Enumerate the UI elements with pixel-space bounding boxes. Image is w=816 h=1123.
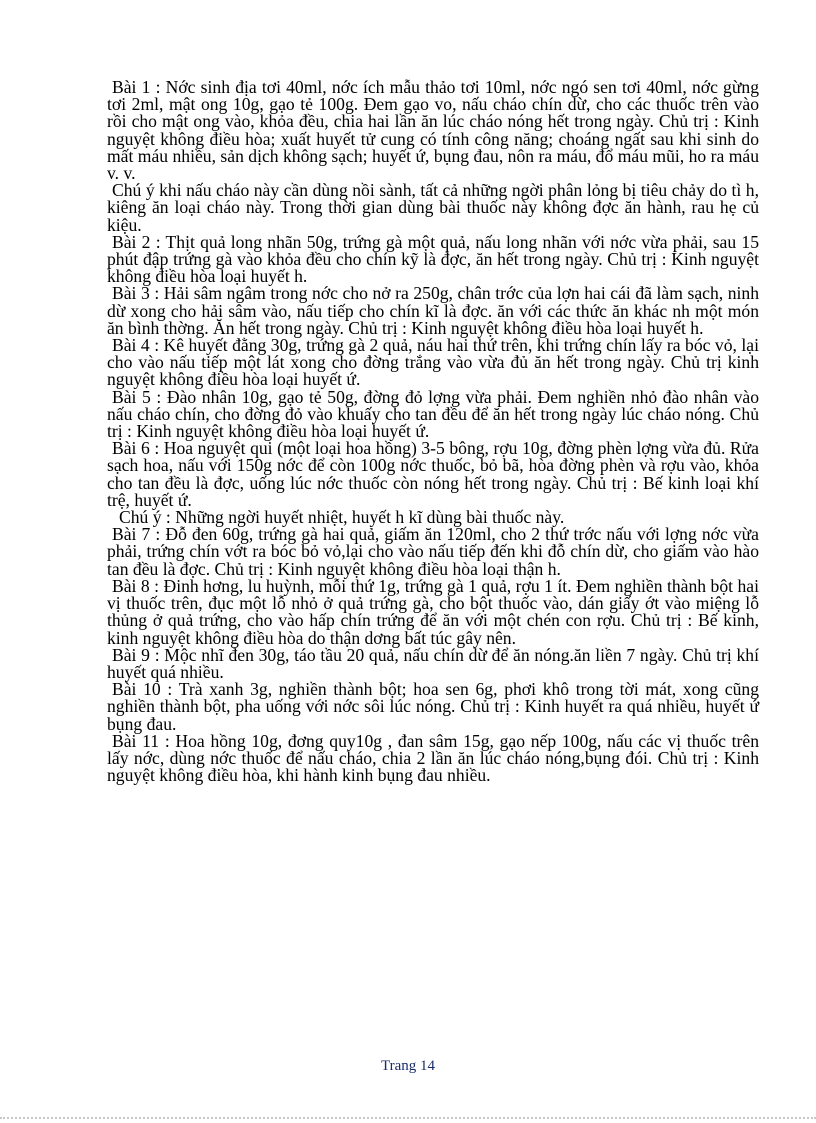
page-number: Trang 14: [380, 1058, 436, 1074]
paragraph-bai-7: Bài 7 : Đỗ đen 60g, trứng gà hai quả, giấm ăn 120ml, cho 2 thứ trớc nấu với lợng nớc vừa phải, trứng chín vớt ra bóc bỏ vỏ,lại cho vào nấu tiếp đến khi đỗ chín dừ, cho giấm vào hào tan đều là đợc. Chủ trị : Kinh nguyệt không điều hòa loại thận h.: [107, 524, 759, 579]
page-bottom-divider: [0, 1117, 816, 1119]
page-footer: [0, 1058, 816, 1075]
paragraph-bai-6: Bài 6 : Hoa nguyệt qui (một loại hoa hồng) 3-5 bông, rợu 10g, đờng phèn lợng vừa đủ. Rửa sạch hoa, nấu với 150g nớc để còn 100g nớc thuốc, bỏ bã, hòa đờng phèn và rợu vào, khỏa cho tan đều là đợc, uống lúc nớc thuốc còn nóng hết trong ngày. Chủ trị : Bế kinh loại khí trệ, huyết ứ.: [107, 438, 759, 510]
paragraph-bai-2: Bài 2 : Thịt quả long nhãn 50g, trứng gà một quả, nấu long nhãn với nớc vừa phải, sau 15 phút đập trứng gà vào khỏa đều cho chín kỹ là đợc, ăn hết trong ngày. Chủ trị : Kinh nguyệt không điều hòa loại huyết h.: [107, 231, 759, 287]
paragraph-bai-11: Bài 11 : Hoa hồng 10g, đơng quy10g , đan sâm 15g, gạo nếp 100g, nấu các vị thuốc trên lấy nớc, dùng nớc thuốc để nấu cháo, chia 2 lần ăn lúc cháo nóng,bụng đói. Chủ trị : Kinh nguyệt không điều hòa, khi hành kinh bụng đau nhiều.: [107, 730, 759, 786]
document-body: [107, 79, 759, 784]
paragraph-bai-4: Bài 4 : Kê huyết đằng 30g, trứng gà 2 quả, náu hai thứ trên, khi trứng chín lấy ra bóc vỏ, lại cho vào nấu tiếp một lát xong cho đờng trắng vào vừa đủ ăn hết trong ngày. Chủ trị kinh nguyệt không điều hòa loại huyết ứ.: [107, 335, 759, 390]
paragraph-bai-8: Bài 8 : Đinh hơng, lu huỳnh, mỗi thứ 1g, trứng gà 1 quả, rợu 1 ít. Đem nghiền thành bột hai vị thuốc trên, đục một lỗ nhỏ ở quả trứng gà, cho bột thuốc vào, dán giấy ớt vào miệng lỗ thủng ở quả trứng, cho vào hấp chín trứng để ăn với một chén con rợu. Chủ trị : Bế kinh, kinh nguyệt không điều hòa do thận dơng bất túc gây nên.: [107, 575, 759, 648]
paragraph-bai-1: Bài 1 : Nớc sinh địa tơi 40ml, nớc ích mẫu thảo tơi 10ml, nớc ngó sen tơi 40ml, nớc gừng tơi 2ml, mật ong 10g, gạo tẻ 100g. Đem gạo vo, nấu cháo chín dừ, cho các thuốc trên vào rồi cho mật ong vào, khỏa đều, chia hai lần ăn lúc cháo nóng hết trong ngày. Chủ trị : Kinh nguyệt không điều hòa; xuất huyết tử cung có tính công năng; choáng ngất sau khi sinh do mất máu nhiều, sản dịch không sạch; huyết ứ, bụng đau, nôn ra máu, đổ máu mũi, ho ra máu v. v.: [107, 77, 759, 184]
paragraph-bai-3: Bài 3 : Hải sâm ngâm trong nớc cho nở ra 250g, chân trớc của lợn hai cái đã làm sạch, ninh dừ xong cho hải sâm vào, nấu tiếp cho chín kĩ là đợc. ăn với các thức ăn khác nh một món ăn bình thờng. Ăn hết trong ngày. Chủ trị : Kinh nguyệt không điều hòa loại huyết h.: [107, 283, 759, 338]
paragraph-bai-10: Bài 10 : Trà xanh 3g, nghiền thành bột; hoa sen 6g, phơi khô trong tời mát, xong cũng nghiền thành bột, pha uống với nớc sôi lúc nóng. Chủ trị : Kinh huyết ra quá nhiều, huyết ứ bụng đau.: [107, 679, 759, 734]
paragraph-note-1: Chú ý khi nấu cháo này cần dùng nồi sành, tất cả những ngời phân lỏng bị tiêu chảy do tì h, kiêng ăn loại cháo này. Trong thời gian dùng bài thuốc này không đợc ăn hành, rau hẹ củ kiệu.: [107, 180, 759, 235]
paragraph-bai-5: Bài 5 : Đào nhân 10g, gạo tẻ 50g, đờng đỏ lợng vừa phải. Đem nghiền nhỏ đào nhân vào nấu cháo chín, cho đờng đỏ vào khuấy cho tan đều để ăn hết trong ngày lúc cháo nóng. Chủ trị : Kinh nguyệt không điều hòa loại huyết ứ.: [107, 386, 759, 442]
paragraph-bai-9: Bài 9 : Mộc nhĩ đen 30g, táo tầu 20 quả, nấu chín dừ để ăn nóng.ăn liền 7 ngày. Chủ trị khí huyết quá nhiều.: [107, 644, 759, 682]
paragraph-note-2: Chú ý : Những ngời huyết nhiệt, huyết h kĩ dùng bài thuốc này.: [119, 507, 565, 528]
